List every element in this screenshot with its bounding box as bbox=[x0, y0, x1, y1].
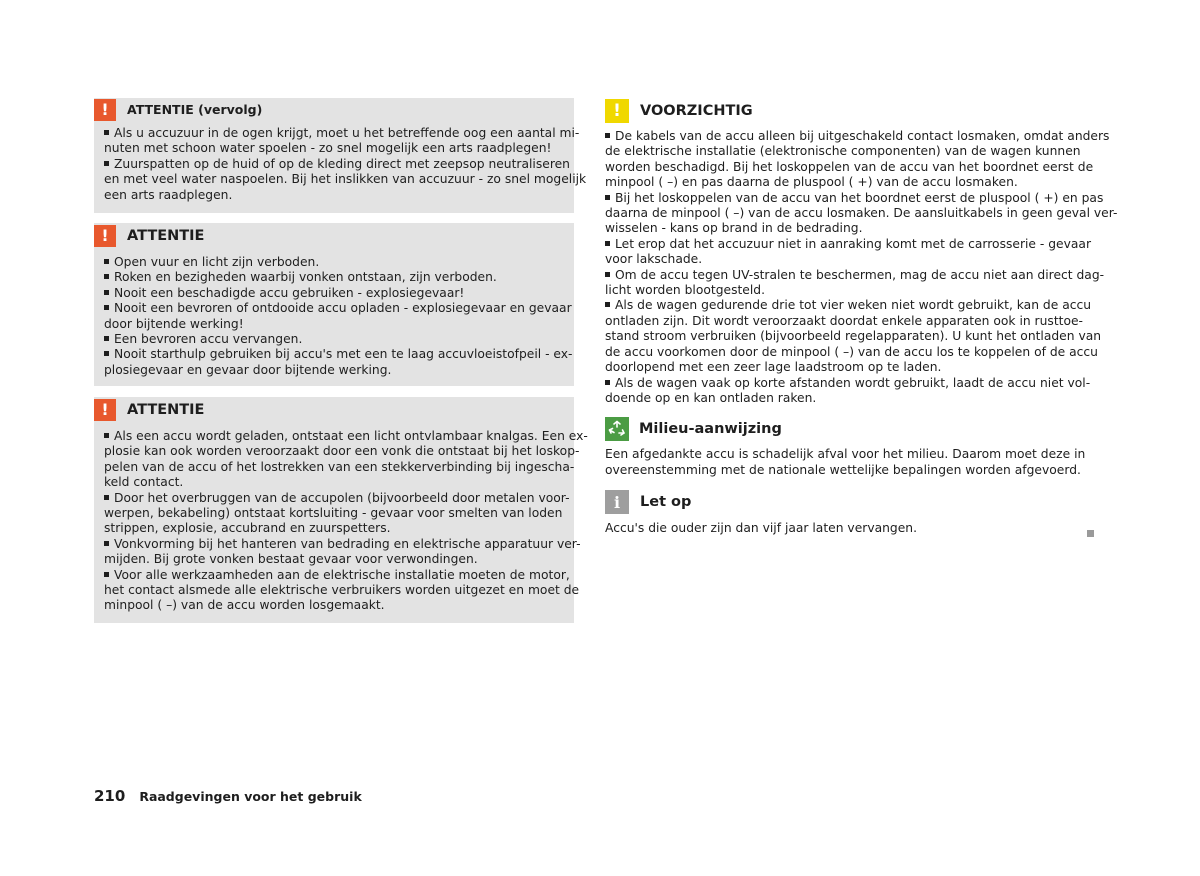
caution-body bbox=[605, 124, 1118, 406]
text-line: overeenstemming met de nationale wettelijke bepalingen worden afgevoerd. bbox=[605, 462, 1081, 477]
text-line: door bijtende werking! bbox=[104, 316, 244, 331]
text-line: doorlopend met een zeer lage laadstroom op te laden. bbox=[605, 360, 942, 375]
text-line: plosie kan ook worden veroorzaakt door een vonk die ontstaat bij het loskop- bbox=[104, 444, 580, 459]
recycle-icon bbox=[605, 417, 629, 441]
text-line: Accu's die ouder zijn dan vijf jaar laten vervangen. bbox=[605, 521, 918, 536]
text-line: Open vuur en licht zijn verboden. bbox=[104, 255, 564, 270]
text-line: mijden. Bij grote vonken bestaat gevaar voor verwondingen. bbox=[104, 552, 478, 567]
text-line: stand stroom verbruiken (bijvoorbeeld regelapparaten). U kunt het ontladen van bbox=[605, 329, 1102, 344]
text-line: Als een accu wordt geladen, ontstaat een licht ontvlambaar knalgas. Een ex- bbox=[104, 429, 564, 444]
text-line: Bij het loskoppelen van de accu van het boordnet eerst de pluspool ( +) en pas bbox=[605, 191, 1095, 206]
warning-box-header bbox=[101, 223, 564, 248]
text-line: de elektrische installatie (elektronische componenten) van de wagen kunnen bbox=[605, 144, 1081, 159]
environment-section bbox=[605, 416, 1095, 478]
caution-title: VOORZICHTIG bbox=[640, 103, 753, 119]
left-column bbox=[94, 98, 588, 623]
warning-body bbox=[104, 248, 573, 378]
text-line: Een afgedankte accu is schadelijk afval voor het milieu. Daarom moet deze in bbox=[605, 447, 1086, 462]
note-section bbox=[605, 489, 1095, 536]
text-line: Nooit starthulp gebruiken bij accu's met een te laag accuvloeistofpeil - ex- bbox=[104, 347, 564, 362]
text-line: Als de wagen gedurende drie tot vier weken niet wordt gebruikt, kan de accu bbox=[605, 298, 1095, 313]
warning-box-fire bbox=[94, 223, 574, 386]
text-line: Roken en bezigheden waarbij vonken ontstaan, zijn verboden. bbox=[104, 270, 564, 285]
warning-box-charging bbox=[94, 397, 588, 623]
text-line: doende op en kan ontladen raken. bbox=[605, 390, 817, 405]
warning-title: ATTENTIE bbox=[127, 401, 205, 418]
warning-body bbox=[104, 422, 588, 614]
text-line: voor lakschade. bbox=[605, 252, 703, 267]
text-line: Vonkvorming bij het hanteren van bedrading en elektrische apparatuur ver- bbox=[104, 537, 564, 552]
section-end-marker bbox=[1087, 530, 1094, 537]
note-header bbox=[605, 489, 1095, 515]
text-line: Als de wagen vaak op korte afstanden wordt gebruikt, laadt de accu niet vol- bbox=[605, 376, 1095, 391]
text-line: minpool ( –) van de accu worden losgemaakt. bbox=[104, 598, 385, 613]
exclamation-icon: ! bbox=[94, 399, 116, 421]
exclamation-icon: ! bbox=[605, 99, 629, 123]
environment-title: Milieu-aanwijzing bbox=[639, 421, 782, 438]
text-line: nuten met schoon water spoelen - zo snel mogelijk een arts raadplegen! bbox=[104, 141, 552, 156]
exclamation-icon: ! bbox=[94, 225, 116, 247]
environment-body bbox=[605, 442, 1095, 478]
caution-section bbox=[605, 98, 1118, 406]
text-line: strippen, explosie, accubrand en zuurspetters. bbox=[104, 521, 391, 536]
text-line: ontladen zijn. Dit wordt veroorzaakt doordat enkele apparaten ook in rusttoe- bbox=[605, 313, 1083, 328]
text-line: wisselen - kans op brand in de bedrading. bbox=[605, 221, 863, 236]
text-line: worden beschadigd. Bij het loskoppelen van de accu van het boordnet eerst de bbox=[605, 159, 1094, 174]
text-line: De kabels van de accu alleen bij uitgeschakeld contact losmaken, omdat anders bbox=[605, 129, 1095, 144]
text-line: Om de accu tegen UV-stralen te beschermen, mag de accu niet aan direct dag- bbox=[605, 268, 1095, 283]
page-footer bbox=[94, 787, 362, 805]
info-icon: i bbox=[605, 490, 629, 514]
text-line: en met veel water naspoelen. Bij het inslikken van accuzuur - zo snel mogelijk bbox=[104, 172, 587, 187]
note-body bbox=[605, 515, 1095, 536]
right-column bbox=[605, 98, 1118, 537]
note-title: Let op bbox=[640, 494, 692, 511]
page-number: 210 bbox=[94, 787, 126, 805]
text-line: werpen, bekabeling) ontstaat kortsluiting - gevaar voor smelten van loden bbox=[104, 506, 563, 521]
text-line: Door het overbruggen van de accupolen (bijvoorbeeld door metalen voor- bbox=[104, 491, 564, 506]
warning-body bbox=[104, 121, 587, 203]
environment-header bbox=[605, 416, 1095, 442]
text-line: Zuurspatten op de huid of op de kleding direct met zeepsop neutraliseren bbox=[104, 157, 564, 172]
exclamation-icon: ! bbox=[94, 99, 116, 121]
text-line: Voor alle werkzaamheden aan de elektrische installatie moeten de motor, bbox=[104, 568, 564, 583]
text-line: plosiegevaar en gevaar door bijtende werking. bbox=[104, 362, 392, 377]
text-line: licht worden blootgesteld. bbox=[605, 283, 765, 298]
text-line: keld contact. bbox=[104, 475, 184, 490]
warning-box-continued bbox=[94, 98, 587, 213]
text-line: de accu voorkomen door de minpool ( –) van de accu los te koppelen of de accu bbox=[605, 344, 1098, 359]
chapter-title: Raadgevingen voor het gebruik bbox=[139, 789, 362, 804]
warning-title: ATTENTIE (vervolg) bbox=[127, 102, 263, 117]
text-line: Nooit een beschadigde accu gebruiken - explosiegevaar! bbox=[104, 286, 564, 301]
warning-box-header bbox=[101, 397, 564, 422]
text-line: minpool ( –) en pas daarna de pluspool ( +) van de accu losmaken. bbox=[605, 175, 1018, 190]
text-line: Nooit een bevroren of ontdooide accu opladen - explosiegevaar en gevaar bbox=[104, 301, 564, 316]
text-line: pelen van de accu of het lostrekken van een stekkerverbinding bij ingescha- bbox=[104, 459, 575, 474]
text-line: Let erop dat het accuzuur niet in aanraking komt met de carrosserie - gevaar bbox=[605, 237, 1095, 252]
text-line: Als u accuzuur in de ogen krijgt, moet u het betreffende oog een aantal mi- bbox=[104, 126, 564, 141]
warning-title: ATTENTIE bbox=[127, 227, 205, 244]
text-line: Een bevroren accu vervangen. bbox=[104, 332, 564, 347]
caution-header bbox=[605, 98, 1095, 124]
text-line: daarna de minpool ( –) van de accu losmaken. De aansluitkabels in geen geval ver- bbox=[605, 206, 1118, 221]
text-line: een arts raadplegen. bbox=[104, 187, 233, 202]
warning-box-header bbox=[101, 98, 564, 121]
text-line: het contact alsmede alle elektrische verbruikers worden uitgezet en moet de bbox=[104, 583, 580, 598]
